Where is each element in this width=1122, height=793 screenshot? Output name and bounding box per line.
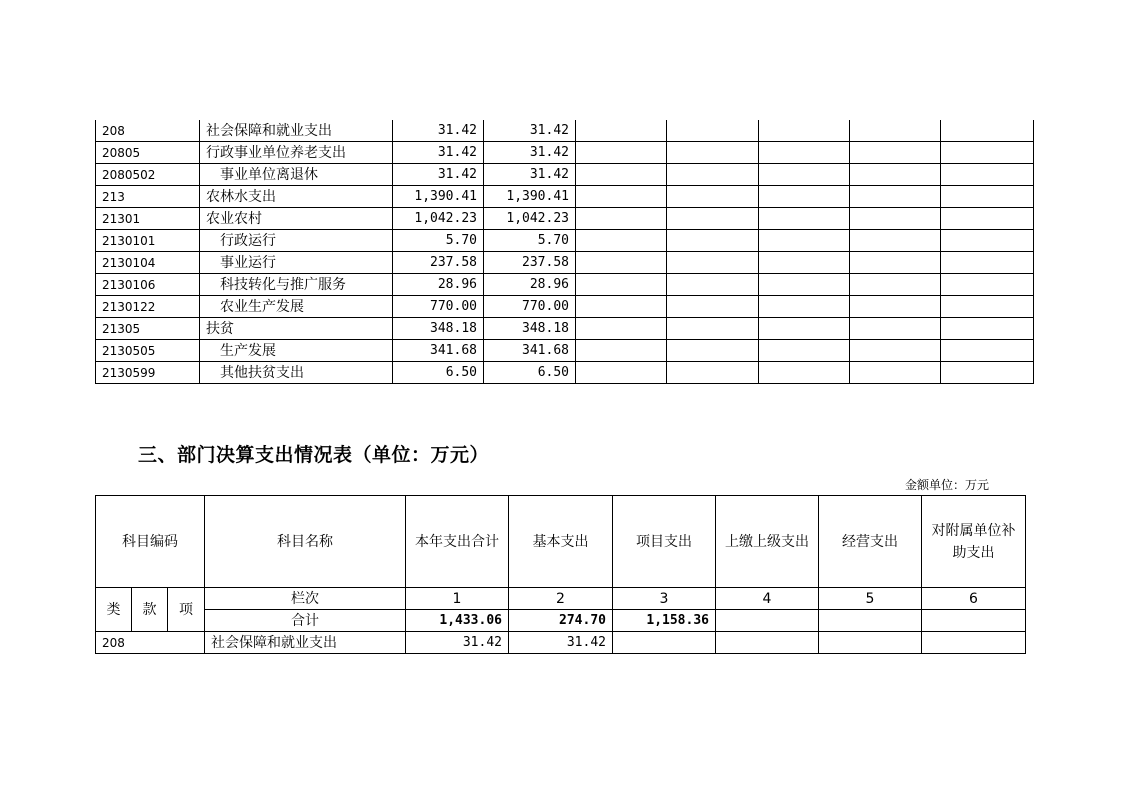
row-empty-cell [759, 362, 850, 384]
column-index-4: 4 [716, 588, 819, 610]
table-row [96, 632, 1026, 654]
row-code: 2130599 [96, 362, 200, 384]
sub-header-kuan: 款 [132, 588, 168, 632]
row-value-2: 1,390.41 [484, 186, 576, 208]
header-total: 本年支出合计 [406, 496, 509, 588]
row-empty-cell [667, 186, 759, 208]
row-empty-cell [667, 120, 759, 142]
row-name: 社会保障和就业支出 [200, 120, 393, 142]
row-code: 21301 [96, 208, 200, 230]
row-empty-cell [941, 340, 1034, 362]
total-basic: 274.70 [509, 610, 613, 632]
row-empty-cell [667, 362, 759, 384]
table-row [96, 274, 1034, 296]
row-empty-cell [850, 120, 941, 142]
department-expenditure-table [95, 495, 1026, 654]
table-row [96, 362, 1034, 384]
column-index-2: 2 [509, 588, 613, 610]
row-empty-cell [941, 274, 1034, 296]
row-value-2: 348.18 [484, 318, 576, 340]
table-row [96, 164, 1034, 186]
row-empty-cell [759, 186, 850, 208]
row-empty-cell [576, 362, 667, 384]
row-value-1: 28.96 [393, 274, 484, 296]
row-value-1: 31.42 [393, 120, 484, 142]
row-empty-cell [667, 340, 759, 362]
row-value-1: 348.18 [393, 318, 484, 340]
table-row [96, 142, 1034, 164]
table-row [96, 208, 1034, 230]
row-project [613, 632, 716, 654]
column-index-label: 栏次 [205, 588, 406, 610]
row-empty-cell [850, 252, 941, 274]
row-empty-cell [759, 252, 850, 274]
total-label: 合计 [205, 610, 406, 632]
row-empty-cell [941, 318, 1034, 340]
row-empty-cell [576, 142, 667, 164]
row-value-2: 31.42 [484, 164, 576, 186]
row-value-2: 5.70 [484, 230, 576, 252]
row-value-2: 341.68 [484, 340, 576, 362]
header-business: 经营支出 [819, 496, 922, 588]
table-row [96, 318, 1034, 340]
row-value-2: 31.42 [484, 120, 576, 142]
row-empty-cell [667, 164, 759, 186]
row-name: 社会保障和就业支出 [205, 632, 406, 654]
row-name: 其他扶贫支出 [200, 362, 393, 384]
row-empty-cell [759, 142, 850, 164]
row-code: 2080502 [96, 164, 200, 186]
table-row [96, 186, 1034, 208]
row-name: 行政运行 [200, 230, 393, 252]
row-upper [716, 632, 819, 654]
row-empty-cell [667, 208, 759, 230]
section-title: 三、部门决算支出情况表（单位：万元） [138, 444, 490, 466]
row-empty-cell [576, 120, 667, 142]
row-empty-cell [941, 230, 1034, 252]
row-value-1: 237.58 [393, 252, 484, 274]
header-basic: 基本支出 [509, 496, 613, 588]
row-empty-cell [576, 186, 667, 208]
total-row [96, 610, 1026, 632]
row-empty-cell [576, 208, 667, 230]
total-business [819, 610, 922, 632]
row-code: 2130122 [96, 296, 200, 318]
column-index-5: 5 [819, 588, 922, 610]
row-name: 扶贫 [200, 318, 393, 340]
row-value-2: 770.00 [484, 296, 576, 318]
row-code: 2130106 [96, 274, 200, 296]
table-row [96, 230, 1034, 252]
row-value-2: 6.50 [484, 362, 576, 384]
row-value-2: 28.96 [484, 274, 576, 296]
total-amount: 1,433.06 [406, 610, 509, 632]
row-name: 农林水支出 [200, 186, 393, 208]
row-code: 2130505 [96, 340, 200, 362]
row-empty-cell [850, 208, 941, 230]
row-value-2: 237.58 [484, 252, 576, 274]
row-empty-cell [941, 362, 1034, 384]
row-empty-cell [850, 296, 941, 318]
row-empty-cell [576, 340, 667, 362]
row-empty-cell [667, 296, 759, 318]
row-value-1: 1,390.41 [393, 186, 484, 208]
row-empty-cell [850, 274, 941, 296]
row-empty-cell [850, 186, 941, 208]
column-index-1: 1 [406, 588, 509, 610]
row-value-1: 31.42 [393, 142, 484, 164]
row-value-1: 770.00 [393, 296, 484, 318]
row-basic: 31.42 [509, 632, 613, 654]
row-code: 20805 [96, 142, 200, 164]
header-code: 科目编码 [96, 496, 205, 588]
row-value-2: 1,042.23 [484, 208, 576, 230]
row-empty-cell [576, 164, 667, 186]
header-row [96, 496, 1026, 588]
row-empty-cell [759, 120, 850, 142]
row-name: 事业单位离退休 [200, 164, 393, 186]
row-name: 农业生产发展 [200, 296, 393, 318]
row-name: 事业运行 [200, 252, 393, 274]
row-empty-cell [576, 252, 667, 274]
table-row [96, 296, 1034, 318]
sub-header-lei: 类 [96, 588, 132, 632]
row-subsidy [922, 632, 1026, 654]
row-name: 生产发展 [200, 340, 393, 362]
row-empty-cell [941, 164, 1034, 186]
row-empty-cell [667, 252, 759, 274]
row-empty-cell [941, 252, 1034, 274]
row-code: 208 [96, 120, 200, 142]
row-empty-cell [941, 186, 1034, 208]
row-empty-cell [759, 318, 850, 340]
row-empty-cell [576, 230, 667, 252]
row-empty-cell [850, 230, 941, 252]
column-index-row [96, 588, 1026, 610]
row-value-1: 6.50 [393, 362, 484, 384]
sub-header-xiang: 项 [168, 588, 205, 632]
row-empty-cell [576, 274, 667, 296]
row-value-1: 341.68 [393, 340, 484, 362]
row-empty-cell [941, 120, 1034, 142]
total-subsidy [922, 610, 1026, 632]
row-empty-cell [850, 164, 941, 186]
row-empty-cell [941, 296, 1034, 318]
row-code: 2130101 [96, 230, 200, 252]
row-empty-cell [850, 318, 941, 340]
row-empty-cell [759, 274, 850, 296]
row-empty-cell [850, 142, 941, 164]
row-empty-cell [759, 164, 850, 186]
total-project: 1,158.36 [613, 610, 716, 632]
row-empty-cell [759, 208, 850, 230]
row-empty-cell [941, 208, 1034, 230]
table1-body [96, 120, 1034, 384]
row-code: 208 [96, 632, 205, 654]
row-empty-cell [850, 340, 941, 362]
row-total: 31.42 [406, 632, 509, 654]
header-project: 项目支出 [613, 496, 716, 588]
row-empty-cell [759, 230, 850, 252]
row-code: 2130104 [96, 252, 200, 274]
row-name: 行政事业单位养老支出 [200, 142, 393, 164]
header-upper: 上缴上级支出 [716, 496, 819, 588]
table-row [96, 340, 1034, 362]
header-name: 科目名称 [205, 496, 406, 588]
table-row [96, 252, 1034, 274]
row-empty-cell [667, 318, 759, 340]
header-subsidy: 对附属单位补助支出 [922, 496, 1026, 588]
row-code: 213 [96, 186, 200, 208]
row-code: 21305 [96, 318, 200, 340]
row-empty-cell [576, 318, 667, 340]
table-row [96, 120, 1034, 142]
column-index-3: 3 [613, 588, 716, 610]
row-empty-cell [941, 142, 1034, 164]
row-empty-cell [759, 296, 850, 318]
row-empty-cell [850, 362, 941, 384]
row-empty-cell [667, 142, 759, 164]
row-value-2: 31.42 [484, 142, 576, 164]
row-business [819, 632, 922, 654]
row-name: 农业农村 [200, 208, 393, 230]
row-name: 科技转化与推广服务 [200, 274, 393, 296]
expenditure-detail-table-continued [95, 120, 1034, 384]
total-upper [716, 610, 819, 632]
row-value-1: 1,042.23 [393, 208, 484, 230]
row-empty-cell [667, 230, 759, 252]
row-value-1: 5.70 [393, 230, 484, 252]
unit-label: 金额单位：万元 [905, 478, 990, 492]
row-value-1: 31.42 [393, 164, 484, 186]
row-empty-cell [576, 296, 667, 318]
row-empty-cell [667, 274, 759, 296]
row-empty-cell [759, 340, 850, 362]
column-index-6: 6 [922, 588, 1026, 610]
